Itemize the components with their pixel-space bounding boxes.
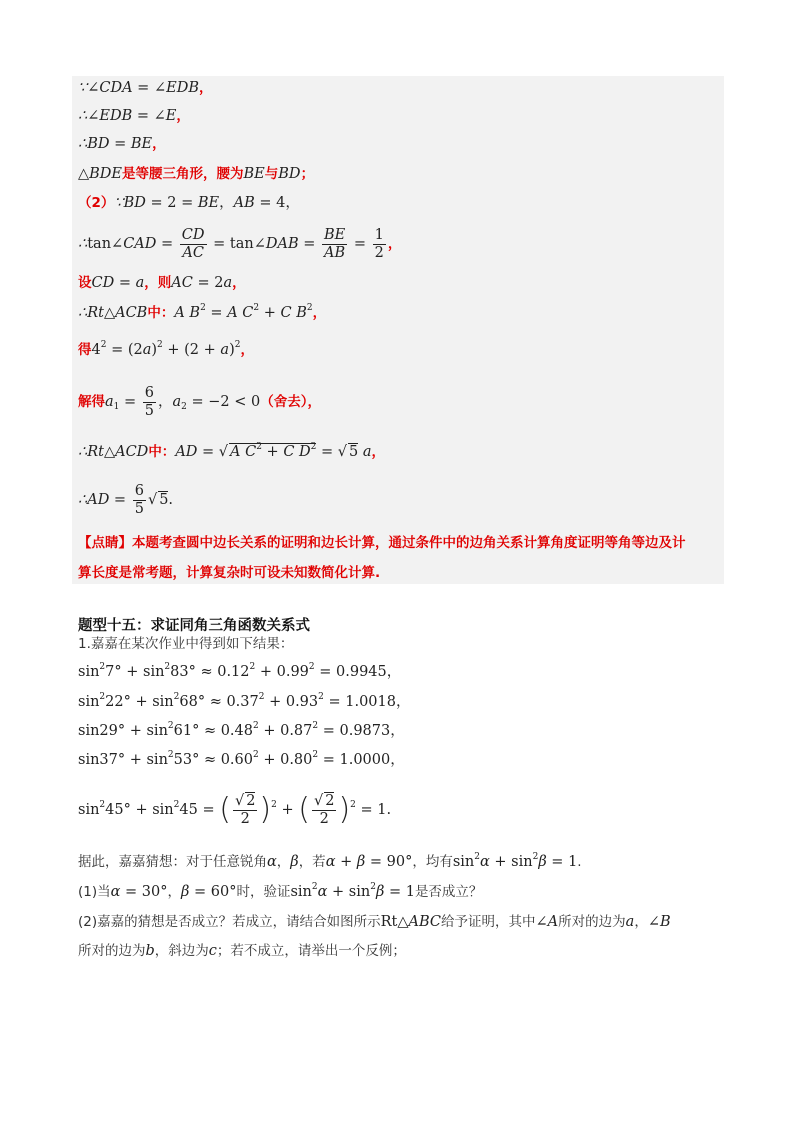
- equation-2: $\sin^222^\circ + \sin^268^\circ \approx 0.37^2 + 0.93^2 = 1.0018$，: [78, 692, 411, 710]
- proof-line-2: ∴∠EDB = ∠E，: [78, 108, 190, 124]
- pythagoras-acd: ∴Rt△ACD中：AD = √ A $C^2 + C$ $D^2$ = √ 5 a，: [78, 442, 386, 460]
- part-2-given: （2）∵BD = 2 = BE，AB = 4，: [78, 195, 300, 211]
- conjecture: 据此，嘉嘉猜想：对于任意锐角α，β，若α + β = 90°，均有$\sin^2\alpha + \sin^2\beta = 1$.: [78, 852, 582, 870]
- equation-3: $\sin 29^\circ + \sin^261^\circ \approx 0.48^2 + 0.87^2 = 0.9873$，: [78, 721, 405, 739]
- comment-line-2: 算长度是常考题，计算复杂时可设未知数简化计算.: [78, 565, 381, 581]
- equation-4: $\sin 37^\circ + \sin^253^\circ \approx 0.60^2 + 0.80^2 = 1.0000$，: [78, 750, 405, 768]
- isosceles-conclusion: △BDE是等腰三角形，腰为BE与BD；: [78, 166, 315, 182]
- question-1: (1)当α = 30°，β = 60°时，验证$\sin^2\alpha + \sin^2\beta = 1$是否成立？: [78, 882, 483, 900]
- proof-line-3: ∴BD = BE，: [78, 136, 166, 152]
- section-title: 题型十五：求证同角三角函数关系式: [78, 618, 310, 634]
- solution-values: 解得$a_1$ = $\frac{6}{5}$ ，$a_2 = -2 < 0$（舍去），: [78, 384, 321, 419]
- problem-intro: 1.嘉嘉在某次作业中得到如下结果：: [78, 636, 294, 652]
- question-2: (2)嘉嘉的猜想是否成立？若成立，请结合如图所示Rt△ABC给予证明，其中∠A所对的边为a，∠B: [78, 914, 671, 930]
- tan-equation: ∴tan∠CAD = $\frac{CD}{AC}$ = tan∠DAB = $\frac{BE}{AB}$ = $\frac{1}{2}$ ，: [78, 226, 402, 261]
- proof-line-1: ∵∠CDA = ∠EDB，: [78, 80, 213, 96]
- equation-substitution: 得$4^2 = (2a)^2 + (2 + a)^2$，: [78, 340, 254, 358]
- comment-line-1: 【点睛】本题考查圆中边长关系的证明和边长计算，通过条件中的边角关系计算角度证明等角等边及计: [78, 535, 686, 551]
- ad-result: ∴AD = $\frac{6}{5}$ √ 5.: [78, 482, 174, 517]
- let-cd: 设CD = a，则AC = 2a，: [78, 275, 246, 291]
- equation-1: $\sin^27^\circ + \sin^283^\circ \approx 0.12^2 + 0.99^2 = 0.9945$，: [78, 662, 402, 680]
- question-2-cont: 所对的边为b，斜边为c；若不成立，请举出一个反例；: [78, 943, 406, 959]
- pythagoras-acb: ∴Rt△ACB中：A $B^2 = A$ $C^2 + C$ $B^2$，: [78, 303, 327, 321]
- equation-5: $\sin^245^\circ + \sin^245$ = ( $\frac{√ 2}{2}$ )$^2$ + ( $\frac{√ 2}{2}$ )$^2$ = 1.: [78, 792, 392, 827]
